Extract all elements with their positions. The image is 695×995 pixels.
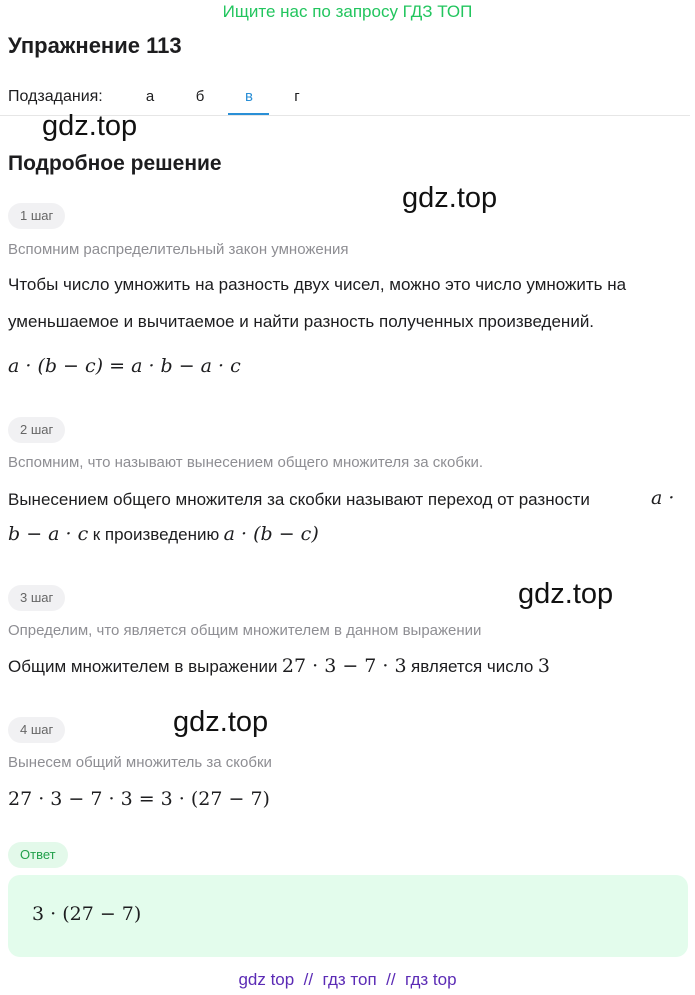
promo-banner[interactable]: Ищите нас по запросу ГДЗ ТОП (222, 2, 473, 21)
step-text-line (8, 655, 550, 677)
step-text-line: Чтобы число умножить на разность двух чисел, можно это число умножить на (8, 275, 627, 294)
page-title: Упражнение 113 (8, 33, 182, 58)
step-text: Вынесением общего множителя за скобки называют переход от разности (8, 490, 590, 509)
step-badge: 4 шаг (8, 717, 65, 743)
step-badge: 1 шаг (8, 203, 65, 229)
tab-g[interactable]: г (294, 88, 300, 105)
tab-b[interactable]: б (195, 88, 205, 105)
step-badge: 3 шаг (8, 585, 65, 611)
tab-a[interactable]: а (145, 88, 155, 105)
answer-badge: Ответ (8, 842, 68, 868)
watermark: gdz.top (42, 110, 138, 142)
step-math: a · (b − c) (223, 523, 319, 545)
active-tab-indicator (228, 113, 269, 115)
answer-formula: 3 · (27 − 7) (32, 903, 142, 925)
watermark: gdz.top (518, 578, 614, 610)
step-hint: Определим, что является общим множителем в данном выражении (8, 622, 482, 639)
step-math: 27 · 3 − 7 · 3 (281, 655, 407, 677)
step-text: Общим множителем в выражении (8, 657, 278, 676)
step-text-line (8, 490, 590, 510)
tab-v[interactable]: в (245, 88, 253, 105)
step-math: 3 (537, 655, 550, 677)
step-formula: 27 · 3 − 7 · 3 = 3 · (27 − 7) (8, 788, 270, 810)
step-math: b − a · c (8, 523, 89, 545)
watermark: gdz.top (402, 182, 498, 214)
section-title: Подробное решение (8, 152, 222, 175)
subtasks-label: Подзадания: (8, 88, 103, 105)
watermark: gdz.top (173, 706, 269, 738)
footer-links[interactable]: gdz top // гдз топ // гдз top (238, 970, 457, 989)
step-text: является число (411, 657, 534, 676)
step-text-line: уменьшаемое и вычитаемое и найти разность полученных произведений. (8, 312, 595, 331)
step-text-line (8, 523, 319, 545)
step-text: к произведению (92, 525, 220, 544)
step-text (8, 266, 688, 340)
step-math: a · (651, 487, 675, 509)
step-formula: a · (b − c) = a · b − a · c (8, 355, 241, 377)
step-hint: Вынесем общий множитель за скобки (8, 754, 272, 771)
step-badge: 2 шаг (8, 417, 65, 443)
step-hint: Вспомним, что называют вынесением общего множителя за скобки. (8, 454, 484, 471)
step-hint: Вспомним распределительный закон умножения (8, 241, 349, 258)
